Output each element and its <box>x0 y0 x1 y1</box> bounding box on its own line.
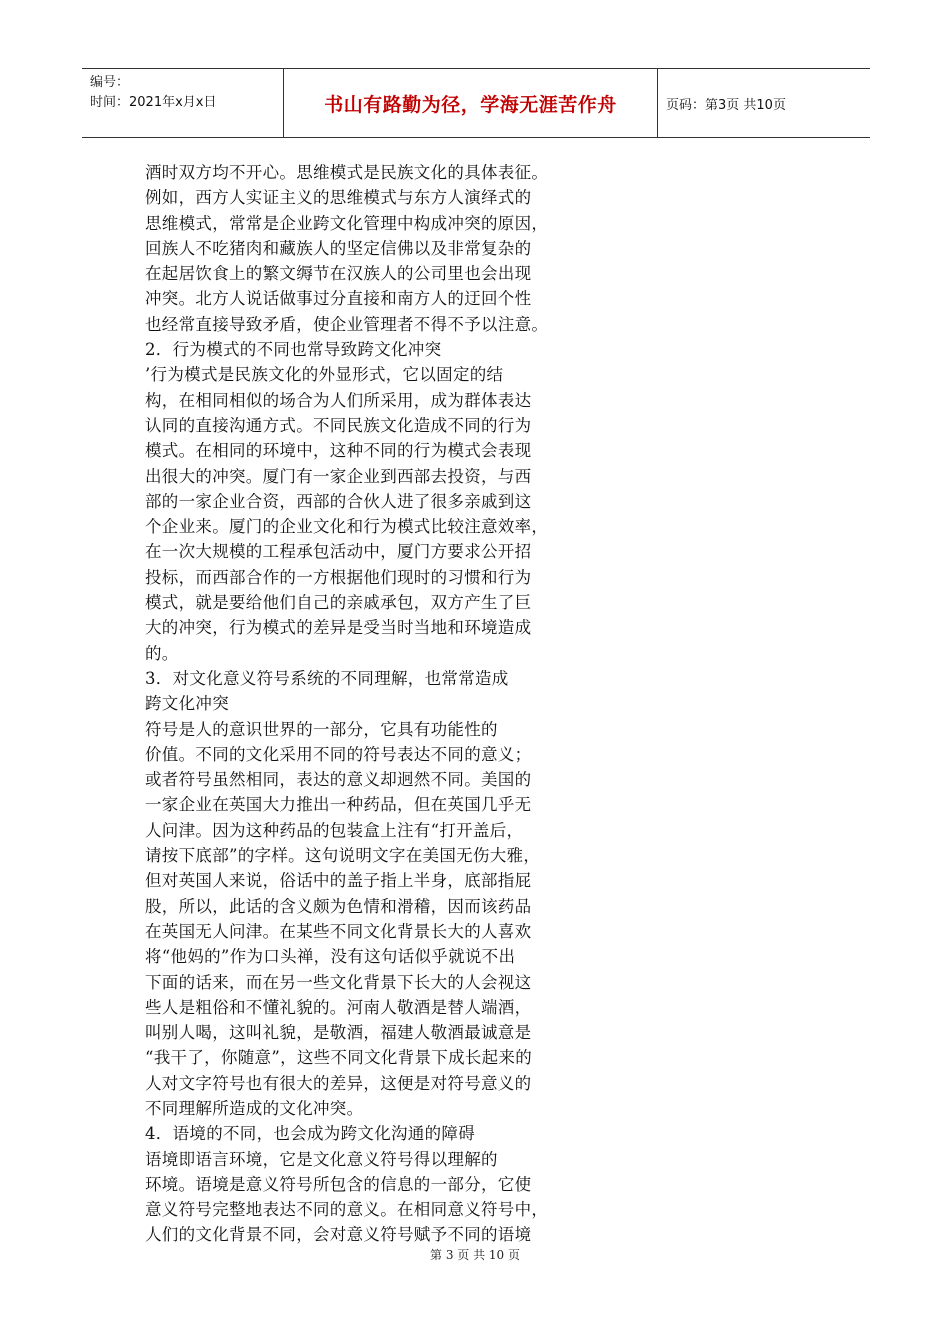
body-line: 意义符号完整地表达不同的意义。在相同意义符号中， <box>145 1200 549 1220</box>
body-line: ’行为模式是民族文化的外显形式，它以固定的结 <box>145 365 504 385</box>
body-line: 一家企业在英国大力推出一种药品，但在英国几乎无 <box>145 795 532 815</box>
body-line: 投标，而西部合作的一方根据他们现时的习惯和行为 <box>145 567 532 587</box>
body-line: 模式，就是要给他们自己的亲戚承包，双方产生了巨 <box>145 593 532 613</box>
body-line: 模式。在相同的环境中，这种不同的行为模式会表现 <box>145 441 532 461</box>
body-line: 股，所以，此话的含义颇为色情和滑稽，因而该药品 <box>145 896 532 916</box>
body-line: 出很大的冲突。厦门有一家企业到西部去投资，与西 <box>145 466 532 486</box>
header-meta <box>82 69 284 137</box>
body-line: 下面的话来，而在另一些文化背景下长大的人会视这 <box>145 972 532 992</box>
body-line: 跨文化冲突 <box>145 694 229 714</box>
body-line: 4．语境的不同，也会成为跨文化沟通的障碍 <box>145 1124 475 1144</box>
header-motto-cell <box>284 69 658 137</box>
body-line: 的。 <box>145 643 179 663</box>
page-footer: 第 3 页 共 10 页 <box>430 1248 520 1262</box>
body-line: 回族人不吃猪肉和藏族人的坚定信佛以及非常复杂的 <box>145 238 532 258</box>
body-line: 但对英国人来说，俗话中的盖子指上半身，底部指屁 <box>145 871 532 891</box>
body-line: 不同理解所造成的文化冲突。 <box>145 1098 364 1118</box>
body-line: 冲突。北方人说话做事过分直接和南方人的迂回个性 <box>145 289 532 309</box>
body-line: 构，在相同相似的场合为人们所采用，成为群体表达 <box>145 390 532 410</box>
body-line: 也经常直接导致矛盾，使企业管理者不得不予以注意。 <box>145 314 549 334</box>
body-line: 人们的文化背景不同，会对意义符号赋予不同的语境 <box>145 1225 532 1245</box>
header-page-cell <box>658 69 870 137</box>
body-line: 些人是粗俗和不懂礼貌的。河南人敬酒是替人端酒， <box>145 997 532 1017</box>
body-line: 思维模式，常常是企业跨文化管理中构成冲突的原因， <box>145 213 549 233</box>
body-line: 例如，西方人实证主义的思维模式与东方人演绎式的 <box>145 188 532 208</box>
header-motto: 书山有路勤为径，学海无涯苦作舟 <box>324 93 617 116</box>
header-page-number: 页码：第3页 共10页 <box>666 97 786 113</box>
body-line: 叫别人喝，这叫礼貌，是敬酒，福建人敬酒最诚意是 <box>145 1023 532 1043</box>
body-line: 个企业来。厦门的企业文化和行为模式比较注意效率， <box>145 517 549 537</box>
body-line: 环境。语境是意义符号所包含的信息的一部分，它使 <box>145 1174 532 1194</box>
body-line: 认同的直接沟通方式。不同民族文化造成不同的行为 <box>145 415 532 435</box>
body-line: “我干了，你随意”，这些不同文化背景下成长起来的 <box>145 1048 533 1068</box>
body-line: 部的一家企业合资，西部的合伙人进了很多亲戚到这 <box>145 491 532 511</box>
body-line: 符号是人的意识世界的一部分，它具有功能性的 <box>145 719 498 739</box>
document-body <box>145 160 615 1248</box>
body-line: 酒时双方均不开心。思维模式是民族文化的具体表征。 <box>145 163 549 182</box>
body-line: 价值。不同的文化采用不同的符号表达不同的意义； <box>145 744 532 764</box>
body-line: 或者符号虽然相同，表达的意义却迥然不同。美国的 <box>145 770 532 790</box>
body-line: 在起居饮食上的繁文缛节在汉族人的公司里也会出现 <box>145 264 532 284</box>
body-line: 将“他妈的”作为口头禅，没有这句话似乎就说不出 <box>145 947 516 967</box>
body-line: 在英国无人问津。在某些不同文化背景长大的人喜欢 <box>145 921 532 941</box>
body-line: 2．行为模式的不同也常导致跨文化冲突 <box>145 340 442 360</box>
body-line: 大的冲突，行为模式的差异是受当时当地和环境造成 <box>145 618 532 638</box>
date-label: 时间：2021年x月x日 <box>90 95 217 110</box>
body-line: 请按下底部”的字样。这句说明文字在美国无伤大雅， <box>145 846 541 866</box>
body-line: 在一次大规模的工程承包活动中，厦门方要求公开招 <box>145 542 532 562</box>
body-line: 人对文字符号也有很大的差异，这便是对符号意义的 <box>145 1073 532 1093</box>
page-header <box>82 68 870 138</box>
body-line: 人问津。因为这种药品的包装盒上注有“打开盖后， <box>145 820 524 840</box>
serial-number-label: 编号： <box>90 75 130 90</box>
body-line: 3．对文化意义符号系统的不同理解，也常常造成 <box>145 668 509 688</box>
body-line: 语境即语言环境，它是文化意义符号得以理解的 <box>145 1149 498 1169</box>
